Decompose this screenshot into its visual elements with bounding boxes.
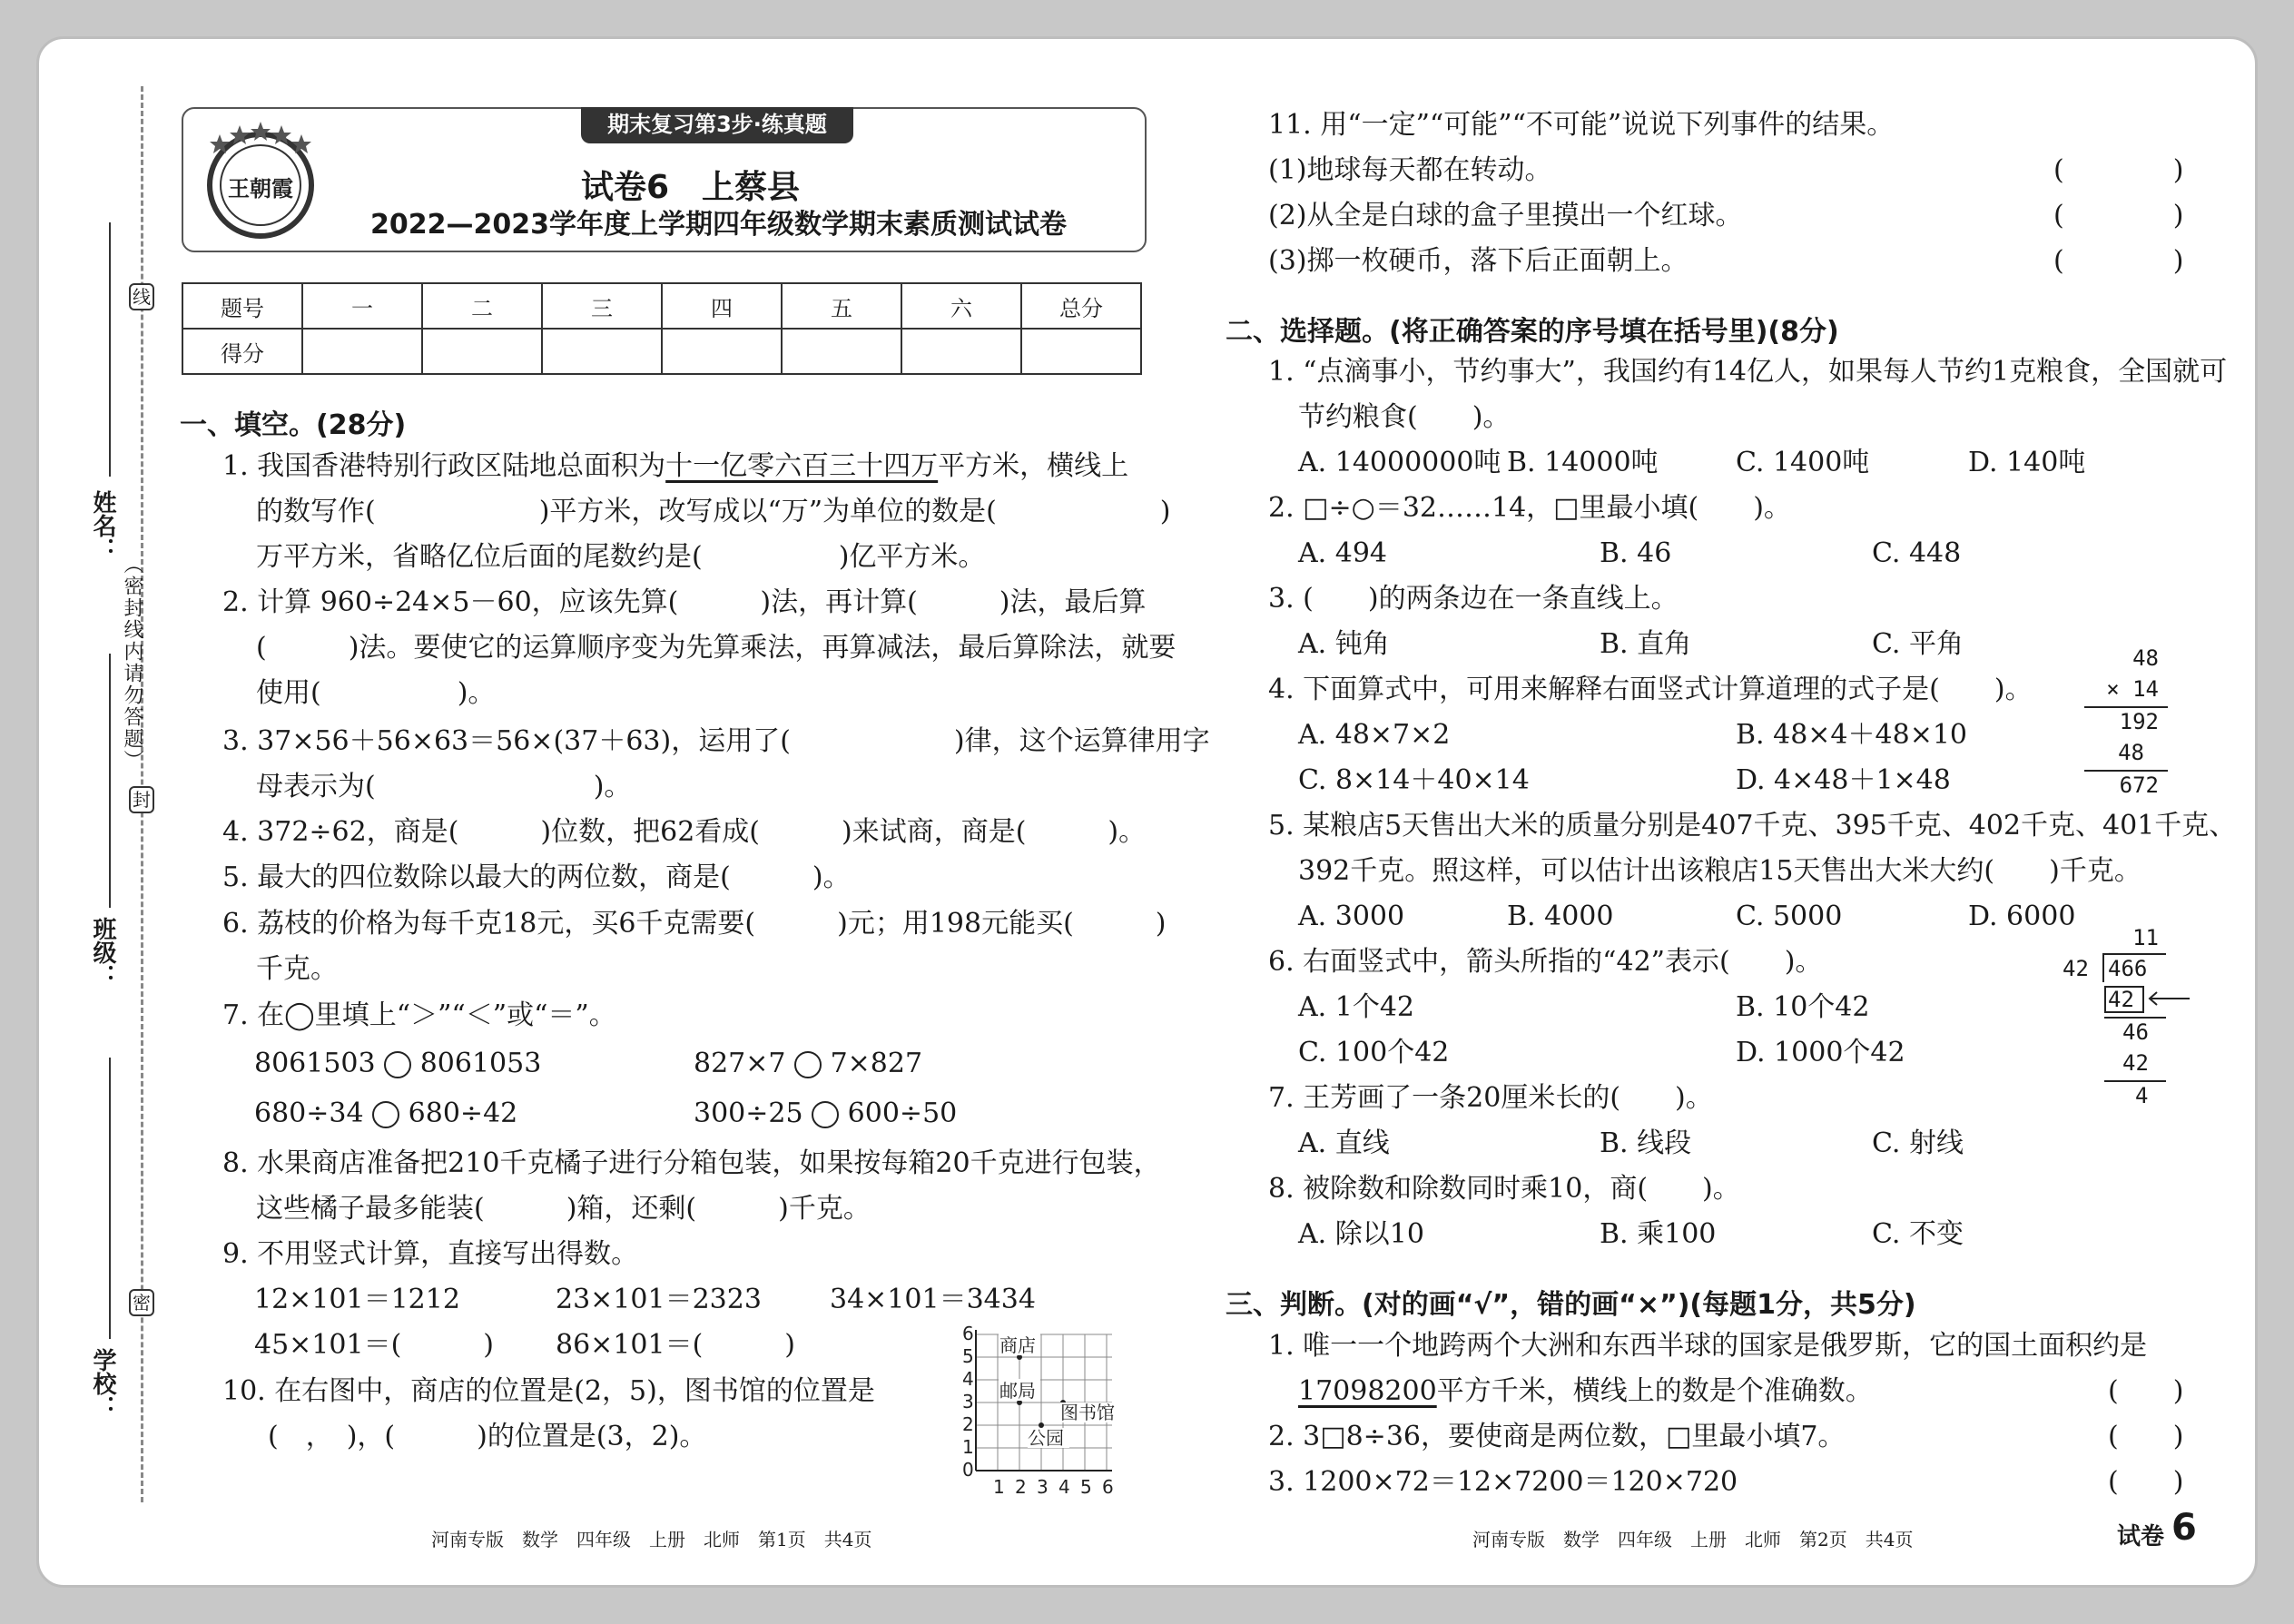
- left-footer: 河南专版 数学 四年级 上册 北师 第1页 共4页: [431, 1529, 872, 1550]
- binding-note: （密封线内请勿答题）: [121, 554, 143, 772]
- q8-line-2: 这些橘子最多能装( )箱，还剩( )千克。: [256, 1193, 871, 1225]
- c6-partial-product-2: 42: [2122, 1050, 2149, 1076]
- q1-text-end: 平方米，横线上: [938, 450, 1129, 482]
- c3-option-b[interactable]: B. 直角: [1600, 628, 1692, 660]
- c7-option-c[interactable]: C. 射线: [1872, 1127, 1964, 1159]
- c2-option-a[interactable]: A. 494: [1298, 537, 1387, 569]
- j3-line: 3. 1200×72＝12×7200＝120×720: [1268, 1466, 1738, 1498]
- c7-line: 7. 王芳画了一条20厘米长的( )。: [1268, 1082, 1713, 1114]
- q7-right-value: 600÷50: [847, 1097, 958, 1129]
- q9-line: 9. 不用竖式计算，直接写出得数。: [222, 1238, 639, 1270]
- q7-left-value: 680÷34: [254, 1097, 364, 1129]
- q7-left-value: 8061503: [254, 1048, 376, 1079]
- score-cell: 六: [901, 283, 1021, 329]
- q1-line-3: 万平方米，省略亿位后面的尾数约是( )亿平方米。: [256, 541, 986, 573]
- j1-line-2: [1298, 1373, 1873, 1410]
- q2-line-1: 2. 计算 960÷24×5－60，应该先算( )法，再计算( )法，最后算: [222, 586, 1147, 618]
- q11-answer-1[interactable]: ( ): [2053, 154, 2184, 186]
- brand-logo: [192, 114, 329, 245]
- j1-text: 平方千米，横线上的数是个准确数。: [1436, 1375, 1873, 1407]
- section-1-heading: 一、填空。(28分): [180, 409, 407, 441]
- q7-compare-2: [694, 1046, 922, 1082]
- c2-line: 2. □÷○＝32……14，□里最小填( )。: [1268, 492, 1791, 524]
- c5-option-b[interactable]: B. 4000: [1507, 901, 1614, 932]
- q10-line-2: ( ， )，( )的位置是(3，2)。: [268, 1421, 707, 1452]
- q7-compare-4: [694, 1096, 957, 1132]
- logo-text: 王朝霞: [228, 176, 293, 202]
- c3-option-a[interactable]: A. 钝角: [1298, 628, 1390, 660]
- q9-equation-2: 23×101＝2323: [556, 1284, 762, 1315]
- q9-equation-4: 45×101＝( ): [254, 1329, 494, 1361]
- c8-option-c[interactable]: C. 不变: [1872, 1218, 1964, 1250]
- q7-right-value: 7×827: [830, 1048, 923, 1079]
- c4-vertical-line-3: 192: [2119, 709, 2159, 734]
- c1-option-c[interactable]: C. 1400吨: [1736, 447, 1870, 478]
- c6-dividend: 466: [2108, 956, 2148, 981]
- score-cell: 四: [662, 283, 782, 329]
- c4-vertical-line-2: × 14: [2106, 676, 2159, 702]
- c4-option-d[interactable]: D. 4×48＋1×48: [1736, 764, 1951, 796]
- c2-option-c[interactable]: C. 448: [1872, 537, 1962, 569]
- q7-left-value: 827×7: [694, 1048, 786, 1079]
- y-tick: 3: [962, 1391, 974, 1412]
- c8-option-a[interactable]: A. 除以10: [1298, 1218, 1424, 1250]
- seal-mark-secret: 密: [129, 1289, 154, 1316]
- score-table: [182, 282, 1142, 375]
- compare-circle[interactable]: [812, 1101, 839, 1128]
- y-tick: 5: [962, 1345, 974, 1367]
- c5-line-1: 5. 某粮店5天售出大米的质量分别是407千克、395千克、402千克、401千克、: [1268, 810, 2237, 842]
- c6-option-d[interactable]: D. 1000个42: [1736, 1037, 1905, 1068]
- c8-option-b[interactable]: B. 乘100: [1600, 1218, 1717, 1250]
- j1-underlined-number: 17098200: [1298, 1375, 1437, 1407]
- score-cell: 总分: [1021, 283, 1141, 329]
- j2-line: 2. 3□8÷36，要使商是两位数，□里最小填7。: [1268, 1421, 1846, 1452]
- q11-item-1: (1)地球每天都在转动。: [1268, 154, 1552, 186]
- x-tick: 6: [1102, 1476, 1114, 1498]
- c1-line-1: 1. “点滴事小，节约事大”，我国约有14亿人，如果每人节约1克粮食，全国就可: [1268, 356, 2228, 388]
- c6-line: 6. 右面竖式中，箭头所指的“42”表示( )。: [1268, 946, 1823, 978]
- score-cell: 得分: [182, 329, 302, 374]
- c3-line: 3. ( )的两条边在一条直线上。: [1268, 583, 1679, 615]
- x-tick: 1: [993, 1476, 1005, 1498]
- x-tick: 3: [1037, 1476, 1049, 1498]
- school-blank-line: [109, 1058, 111, 1339]
- c5-option-a[interactable]: A. 3000: [1298, 901, 1405, 932]
- section-2-heading: 二、选择题。(将正确答案的序号填在括号里)(8分): [1226, 316, 1839, 348]
- q1-line-1: [222, 448, 1128, 485]
- score-input-cell[interactable]: [662, 329, 782, 374]
- q10-line-1: 10. 在右图中，商店的位置是(2，5)，图书馆的位置是: [222, 1375, 875, 1407]
- paper-badge-label: 试卷: [2117, 1523, 2165, 1550]
- c4-option-a[interactable]: A. 48×7×2: [1298, 719, 1451, 751]
- c7-option-b[interactable]: B. 线段: [1600, 1127, 1692, 1159]
- j2-answer[interactable]: ( ): [2108, 1421, 2184, 1452]
- c4-option-b[interactable]: B. 48×4＋48×10: [1736, 719, 1967, 751]
- q6-line-2: 千克。: [256, 953, 338, 985]
- right-footer: 河南专版 数学 四年级 上册 北师 第2页 共4页: [1472, 1529, 1914, 1550]
- compare-circle[interactable]: [384, 1051, 411, 1078]
- j1-answer[interactable]: ( ): [2108, 1375, 2184, 1407]
- q8-line-1: 8. 水果商店准备把210千克橘子进行分箱包装，如果按每箱20千克进行包装，: [222, 1147, 1161, 1179]
- score-input-cell[interactable]: [1021, 329, 1141, 374]
- arrow-left-icon: [2146, 989, 2191, 1008]
- step-banner: 期末复习第3步·练真题: [581, 107, 853, 143]
- c4-option-c[interactable]: C. 8×14＋40×14: [1298, 764, 1530, 796]
- c6-option-b[interactable]: B. 10个42: [1736, 991, 1870, 1023]
- c6-quotient: 11: [2132, 925, 2159, 950]
- q11-answer-2[interactable]: ( ): [2053, 200, 2184, 231]
- q7-compare-1: [254, 1046, 541, 1082]
- name-blank-line: [109, 222, 111, 477]
- score-input-cell[interactable]: [422, 329, 542, 374]
- c6-remainder-1: 46: [2122, 1019, 2149, 1045]
- score-cell: 五: [782, 283, 901, 329]
- q3-line-2: 母表示为( )。: [256, 771, 632, 802]
- c6-option-a[interactable]: A. 1个42: [1298, 991, 1414, 1023]
- score-cell: 一: [302, 283, 422, 329]
- y-tick: 6: [962, 1323, 974, 1344]
- paper-subtitle: 2022—2023学年度上学期四年级数学期末素质测试试卷: [370, 209, 1067, 241]
- c3-option-c[interactable]: C. 平角: [1872, 628, 1964, 660]
- name-label: 姓名：: [89, 490, 116, 561]
- q7-compare-3: [254, 1096, 517, 1132]
- q1-line-2: 的数写作( )平方米，改写成以“万”为单位的数是( ): [256, 496, 1171, 527]
- c1-option-b[interactable]: B. 14000吨: [1507, 447, 1659, 478]
- q9-equation-5: 86×101＝( ): [556, 1329, 795, 1361]
- q9-equation-3: 34×101＝3434: [830, 1284, 1036, 1315]
- j3-answer[interactable]: ( ): [2108, 1466, 2184, 1498]
- score-input-cell[interactable]: [302, 329, 422, 374]
- c1-line-2: 节约粮食( )。: [1298, 401, 1511, 433]
- y-tick: 2: [962, 1413, 974, 1435]
- label-library: 图书馆: [1060, 1402, 1115, 1423]
- c6-partial-product-1: 42: [2108, 987, 2134, 1012]
- q1-text: 1. 我国香港特别行政区陆地总面积为: [222, 450, 666, 482]
- q2-line-3: 使用( )。: [256, 677, 496, 709]
- c6-divisor: 42: [2063, 956, 2089, 981]
- q4-line: 4. 372÷62，商是( )位数，把62看成( )来试商，商是( )。: [222, 816, 1147, 848]
- q7-right-value: 680÷42: [408, 1097, 518, 1129]
- school-label: 学校：: [89, 1348, 116, 1419]
- c4-vertical-line-1: 48: [2132, 645, 2159, 671]
- class-blank-line: [109, 654, 111, 908]
- c1-option-d[interactable]: D. 140吨: [1968, 447, 2086, 478]
- section-3-heading: 三、判断。(对的画“√”，错的画“×”)(每题1分，共5分): [1226, 1289, 1916, 1321]
- q7-line: 7. 在◯里填上“＞”“＜”或“＝”。: [222, 999, 616, 1031]
- c7-option-a[interactable]: A. 直线: [1298, 1127, 1390, 1159]
- x-tick: 2: [1015, 1476, 1027, 1498]
- q6-line-1: 6. 荔枝的价格为每千克18元，买6千克需要( )元；用198元能买( ): [222, 908, 1167, 940]
- score-table-header-row: [182, 283, 1141, 329]
- score-input-cell[interactable]: [542, 329, 662, 374]
- q7-right-value: 8061053: [419, 1048, 542, 1079]
- q11-item-3: (3)掷一枚硬币，落下后正面朝上。: [1268, 245, 1689, 277]
- score-cell: 题号: [182, 283, 302, 329]
- c5-option-c[interactable]: C. 5000: [1736, 901, 1843, 932]
- label-post-office: 邮局: [999, 1380, 1036, 1402]
- class-label: 班级：: [89, 917, 116, 988]
- c6-remainder-final: 4: [2135, 1083, 2149, 1108]
- q11-line: 11. 用“一定”“可能”“不可能”说说下列事件的结果。: [1268, 109, 1895, 141]
- c1-option-a[interactable]: A. 14000000吨: [1298, 447, 1501, 478]
- score-table-score-row: [182, 329, 1141, 374]
- y-tick: 4: [962, 1368, 974, 1390]
- x-tick: 5: [1080, 1476, 1092, 1498]
- q11-answer-3[interactable]: ( ): [2053, 245, 2184, 277]
- compare-circle[interactable]: [372, 1101, 399, 1128]
- q9-equation-1: 12×101＝1212: [254, 1284, 460, 1315]
- score-input-cell[interactable]: [782, 329, 901, 374]
- c2-option-b[interactable]: B. 46: [1600, 537, 1672, 569]
- q7-left-value: 300÷25: [694, 1097, 803, 1129]
- q3-line-1: 3. 37×56＋56×63＝56×(37＋63)，运用了( )律，这个运算律用字: [222, 725, 1210, 757]
- c5-line-2: 392千克。照这样，可以估计出该粮店15天售出大米大约( )千克。: [1298, 855, 2141, 887]
- q2-line-2: ( )法。要使它的运算顺序变为先算乘法，再算减法，最后算除法，就要: [256, 632, 1177, 664]
- coordinate-grid: [944, 1321, 1126, 1502]
- paper-badge-number: 6: [2171, 1507, 2197, 1549]
- paper-title: 试卷6 上蔡县: [581, 169, 801, 206]
- compare-circle[interactable]: [794, 1051, 822, 1078]
- c6-option-c[interactable]: C. 100个42: [1298, 1037, 1450, 1068]
- score-input-cell[interactable]: [901, 329, 1021, 374]
- c5-option-d[interactable]: D. 6000: [1968, 901, 2076, 932]
- y-tick: 1: [962, 1436, 974, 1458]
- seal-mark-line: 线: [129, 283, 154, 310]
- q1-underlined-number: 十一亿零六百三十四万: [665, 450, 939, 482]
- y-tick: 0: [962, 1459, 974, 1481]
- c4-vertical-line-4: 48: [2118, 740, 2144, 765]
- c4-vertical-line-5: 672: [2119, 773, 2159, 798]
- score-cell: 二: [422, 283, 542, 329]
- c6-division-bracket: [2102, 953, 2104, 982]
- label-shop: 商店: [999, 1334, 1036, 1356]
- c8-line: 8. 被除数和除数同时乘10，商( )。: [1268, 1173, 1740, 1205]
- label-park: 公园: [1028, 1427, 1064, 1449]
- c4-line: 4. 下面算式中，可用来解释右面竖式计算道理的式子是( )。: [1268, 674, 2033, 705]
- score-cell: 三: [542, 283, 662, 329]
- seal-mark-seal: 封: [129, 786, 154, 813]
- q5-line: 5. 最大的四位数除以最大的两位数，商是( )。: [222, 861, 851, 893]
- x-tick: 4: [1058, 1476, 1070, 1498]
- q11-item-2: (2)从全是白球的盒子里摸出一个红球。: [1268, 200, 1743, 231]
- j1-line-1: 1. 唯一一个地跨两个大洲和东西半球的国家是俄罗斯，它的国土面积约是: [1268, 1330, 2148, 1362]
